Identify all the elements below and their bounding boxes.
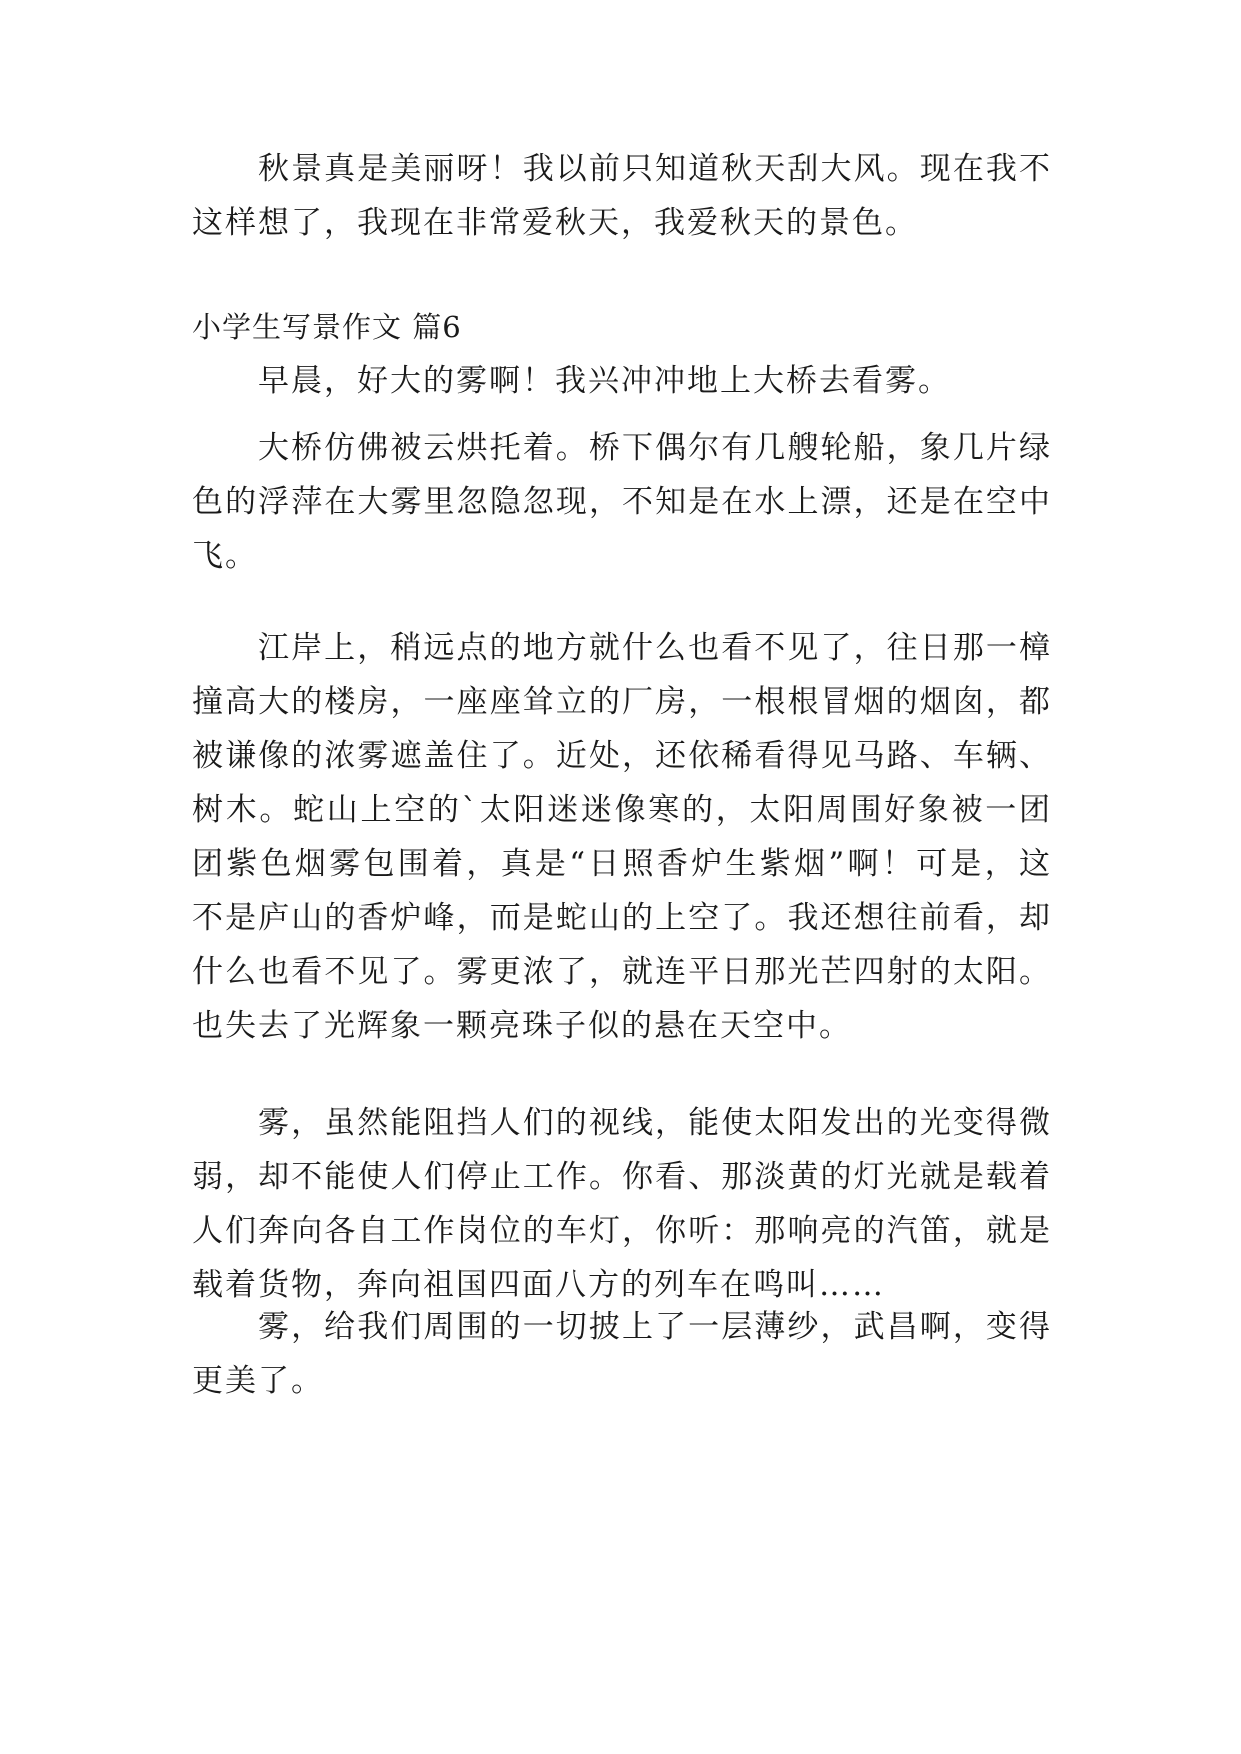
paragraph-5: 雾，给我们周围的一切披上了一层薄纱，武昌啊，变得更美了。 <box>192 1309 1052 1399</box>
paragraph-3: 江岸上，稍远点的地方就什么也看不见了，往日那一樟撞高大的楼房，一座座耸立的厂房，一根根冒烟的烟囱，都被谦像的浓雾遮盖住了。近处，还依稀看得见马路、车辆、树木。蛇山上空的`太阳迷迷像寒的，太阳周围好象被一团团紫色烟雾包围着，真是“日照香炉生紫烟”啊！可是，这不是庐山的香炉峰，而是蛇山的上空了。我还想往前看，却什么也看不见了。雾更浓了，就连平日那光芒四射的太阳。也失去了光辉象一颗亮珠子似的悬在天空中。 <box>192 630 1052 1044</box>
paragraph-4: 雾，虽然能阻挡人们的视线，能使太阳发出的光变得微弱，却不能使人们停止工作。你看、那淡黄的灯光就是载着人们奔向各自工作岗位的车灯，你听：那响亮的汽笛，就是载着货物，奔向祖国四面八方的列车在鸣叫…… <box>192 1105 1052 1303</box>
section-title: 小学生写景作文 篇6 <box>192 310 462 344</box>
paragraph-2: 大桥仿佛被云烘托着。桥下偶尔有几艘轮船，象几片绿色的浮萍在大雾里忽隐忽现，不知是在水上漂，还是在空中飞。 <box>192 430 1052 574</box>
intro-paragraph: 秋景真是美丽呀！我以前只知道秋天刮大风。现在我不这样想了，我现在非常爱秋天，我爱秋天的景色。 <box>192 151 1052 241</box>
paragraph-1: 早晨，好大的雾啊！我兴冲冲地上大桥去看雾。 <box>258 363 951 399</box>
